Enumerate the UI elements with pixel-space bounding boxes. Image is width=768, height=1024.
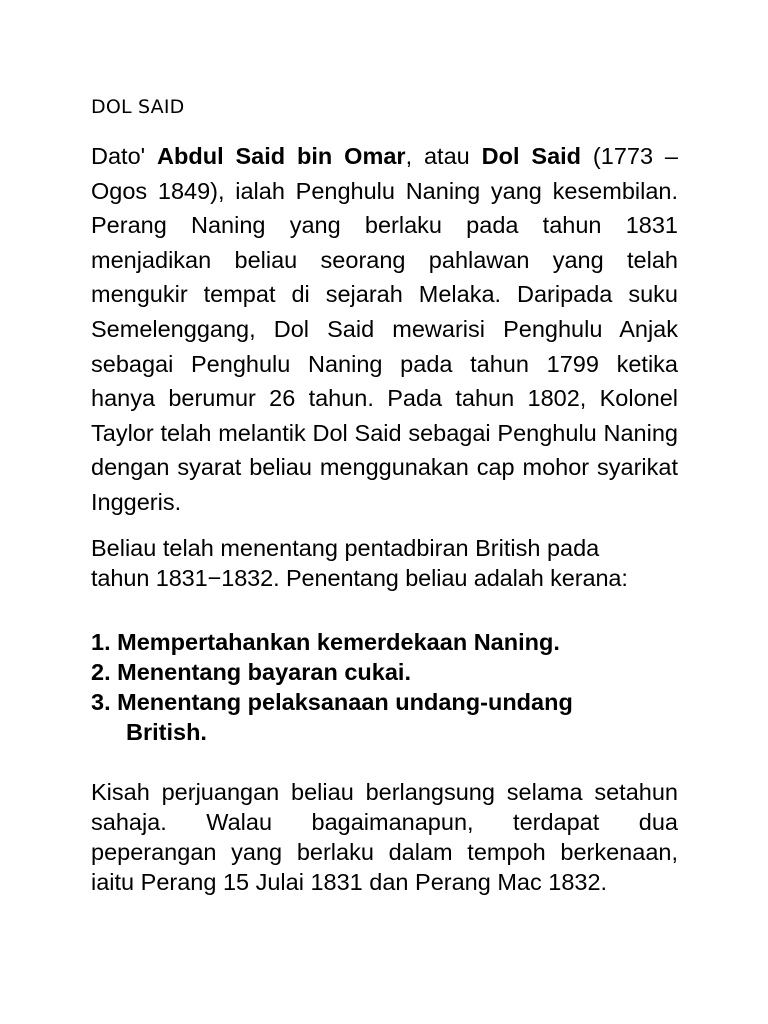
reasons-list	[91, 627, 678, 747]
biography-body-text: Ogos 1849), ialah Penghulu Naning yang kesembilan. Perang Naning yang berlaku pada tahun 1831 menjadikan beliau seorang pahlawan yang telah mengukir tempat di sejarah Melaka. Daripada suku Semelenggang, Dol Said mewarisi Penghulu Anjak sebagai Penghulu Naning pada tahun 1799 ketika hanya berumur 26 tahun. Pada tahun 1802, Kolonel Taylor telah melantik Dol Said sebagai Penghulu Naning dengan syarat beliau menggunakan cap mohor syarikat Inggeris.	[91, 177, 678, 515]
biography-paragraph	[91, 139, 678, 520]
honorific-text: Dato'	[91, 143, 158, 169]
struggle-paragraph: Kisah perjuangan beliau berlangsung selama setahun sahaja. Walau bagaimanapun, terdapat dua peperangan yang berlaku dalam tempoh berkenaan, iaitu Perang 15 Julai 1831 dan Perang Mac 1832.	[91, 778, 678, 895]
document-title: DOL SAID	[91, 96, 185, 118]
opposition-line-1: Beliau telah menentang pentadbiran British pada	[91, 534, 600, 561]
reason-1-text: 1. Mempertahankan kemerdekaan Naning.	[91, 628, 560, 655]
list-item	[91, 687, 678, 747]
reason-3-text: 3. Menentang pelaksanaan undang-undang	[91, 688, 573, 715]
reason-3-continuation: British.	[126, 718, 207, 745]
document-body	[91, 139, 678, 897]
full-name-text: Abdul Said bin Omar	[157, 143, 406, 169]
connector-text: , atau	[405, 143, 482, 169]
birth-year-text: (1773 –	[581, 143, 679, 169]
list-item	[91, 657, 678, 687]
opposition-line-2: tahun 1831−1832. Penentang beliau adalah kerana:	[91, 564, 628, 591]
reason-2-text: 2. Menentang bayaran cukai.	[91, 658, 411, 685]
opposition-paragraph	[91, 533, 678, 593]
list-item	[91, 627, 678, 657]
short-name-text: Dol Said	[481, 143, 582, 169]
